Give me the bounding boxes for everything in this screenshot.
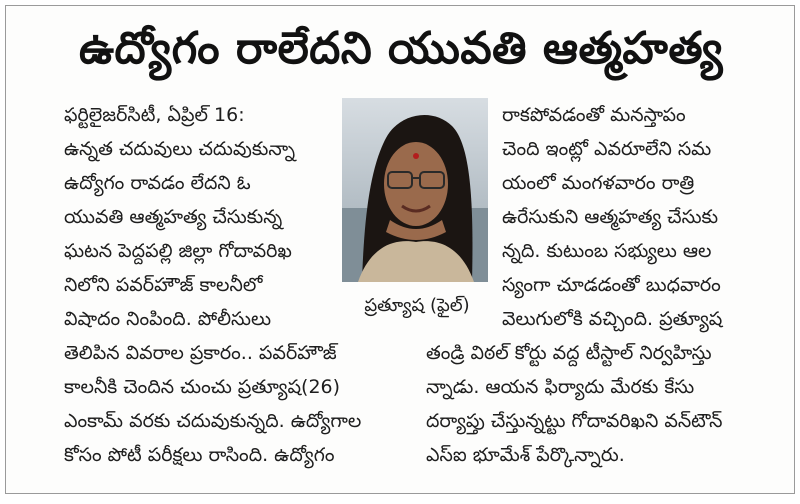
text-line: న్నది. కుటుంబ సభ్యులు ఆల (502, 240, 712, 262)
text-line: విషాదం నింపింది. పోలీసులు (64, 308, 272, 330)
text-line: ఎంకామ్ వరకు చదువుకున్నది. ఉద్యోగాల (64, 410, 362, 432)
text-line: ఘటన పెద్దపల్లి జిల్లా గోదావరిఖ (64, 240, 292, 262)
text-line: వెలుగులోకి వచ్చింది. ప్రత్యూష (502, 308, 723, 330)
text-line: యంలో మంగళవారం రాత్రి (502, 172, 695, 194)
portrait-illustration (342, 98, 488, 282)
text-line: ఎస్ఐ భూమేశ్ పేర్కొన్నారు. (426, 444, 625, 466)
text-line: రాకపోవడంతో మనస్తాపం (502, 104, 686, 126)
portrait-photo-frame (342, 98, 488, 294)
text-line: కాలనీకి చెందిన చుంచు ప్రత్యూష(26) (64, 376, 341, 398)
article-column-bottom-right (426, 336, 770, 472)
text-line: కోసం పోటీ పరీక్షలు రాసింది. ఉద్యోగం (64, 444, 335, 466)
text-line: ఉరేసుకుని ఆత్మహత్య చేసుకు (502, 206, 719, 228)
article-column-right (502, 98, 766, 336)
photo-caption: ప్రత్యూష (ఫైల్) (364, 295, 470, 316)
text-line: తెలిపిన వివరాల ప్రకారం.. పవర్‌హౌజ్ (64, 342, 337, 364)
text-line: యువతి ఆత్మహత్య చేసుకున్న (64, 206, 283, 228)
text-line: ఉన్నత చదువులు చదువుకున్నా (64, 138, 296, 160)
article-column-left (64, 98, 326, 336)
text-line: నిలోని పవర్‌హౌజ్ కాలనీలో (64, 274, 263, 296)
news-clipping (5, 5, 795, 494)
text-line: తండ్రి విఠల్ కోర్టు వద్ద టీస్టాల్ నిర్వహిస్తు (426, 342, 712, 364)
text-line: ఉద్యోగం రావడం లేదని ఓ (64, 172, 251, 194)
portrait-photo (342, 98, 488, 282)
text-line: న్నాడు. ఆయన ఫిర్యాదు మేరకు కేసు (426, 376, 695, 398)
text-line: ఫర్టిలైజర్‌సిటీ, ఏప్రిల్ 16: (64, 104, 245, 126)
text-line: చెంది ఇంట్లో ఎవరూలేని సమ (502, 138, 712, 160)
text-line: స్యంగా చూడడంతో బుధవారం (502, 274, 721, 296)
text-line: దర్యాప్తు చేస్తున్నట్టు గోదావరిఖని వన్‌టౌన్ (426, 410, 723, 432)
headline: ఉద్యోగం రాలేదని యువతి ఆత్మహత్య (78, 23, 724, 74)
article-column-bottom-left (64, 336, 420, 472)
